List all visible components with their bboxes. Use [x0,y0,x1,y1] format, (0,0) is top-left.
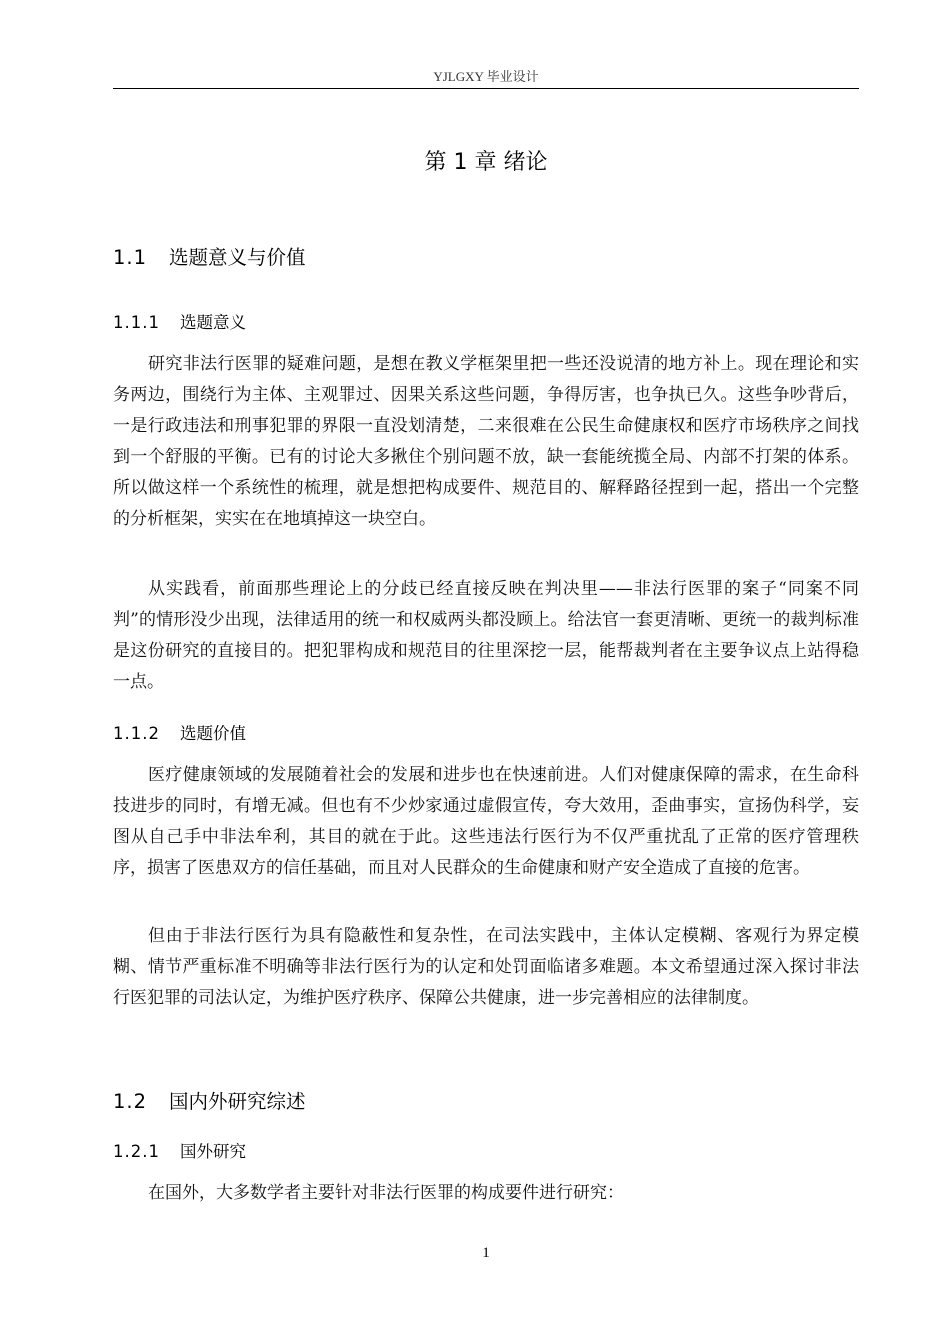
subsection-heading-1-2-1 [113,1140,246,1164]
paragraph: 但由于非法行医行为具有隐蔽性和复杂性，在司法实践中，主体认定模糊、客观行为界定模糊、情节严重标准不明确等非法行医行为的认定和处罚面临诸多难题。本文希望通过深入探讨非法行医犯罪的司法认定，为维护医疗秩序、保障公共健康，进一步完善相应的法律制度。 [113,926,859,1008]
running-header: YJLGXY 毕业设计 [433,69,539,84]
section-title: 国内外研究综述 [169,1090,306,1113]
section-heading-1-2 [113,1088,306,1116]
chapter-title: 第 1 章 绪论 [424,150,548,175]
subsection-title: 选题价值 [180,724,246,743]
paragraph: 医疗健康领域的发展随着社会的发展和进步也在快速前进。人们对健康保障的需求，在生命科技进步的同时，有增无减。但也有不少炒家通过虚假宣传，夸大效用，歪曲事实，宣扬伪科学，妄图从自己手中非法牟利，其目的就在于此。这些违法行医行为不仅严重扰乱了正常的医疗管理秩序，损害了医患双方的信任基础，而且对人民群众的生命健康和财产安全造成了直接的危害。 [113,765,859,878]
section-number: 1.2 [113,1090,148,1113]
paragraph: 从实践看，前面那些理论上的分歧已经直接反映在判决里——非法行医罪的案子“同案不同判”的情形没少出现，法律适用的统一和权威两头都没顾上。给法官一套更清晰、更统一的裁判标准是这份研究的直接目的。把犯罪构成和规范目的往里深挖一层，能帮裁判者在主要争议点上站得稳一点。 [113,579,859,692]
section-title: 选题意义与价值 [169,246,306,269]
subsection-title: 国外研究 [180,1142,246,1161]
subsection-heading-1-1-1 [113,311,246,335]
subsection-number: 1.2.1 [113,1142,160,1161]
page-number: 1 [482,1245,490,1261]
subsection-number: 1.1.2 [113,724,160,743]
paragraph: 研究非法行医罪的疑难问题，是想在教义学框架里把一些还没说清的地方补上。现在理论和实务两边，围绕行为主体、主观罪过、因果关系这些问题，争得厉害，也争执已久。这些争吵背后，一是行政违法和刑事犯罪的界限一直没划清楚，二来很难在公民生命健康权和医疗市场秩序之间找到一个舒服的平衡。已有的讨论大多揪住个别问题不放，缺一套能统揽全局、内部不打架的体系。所以做这样一个系统性的梳理，就是想把构成要件、规范目的、解释路径捏到一起，搭出一个完整的分析框架，实实在在地填掉这一块空白。 [113,354,859,529]
subsection-title: 选题意义 [180,313,246,332]
header-rule [113,88,859,89]
paragraph: 在国外，大多数学者主要针对非法行医罪的构成要件进行研究： [148,1183,624,1203]
subsection-heading-1-1-2 [113,722,246,746]
subsection-number: 1.1.1 [113,313,160,332]
section-number: 1.1 [113,246,148,269]
section-heading-1-1 [113,244,306,272]
